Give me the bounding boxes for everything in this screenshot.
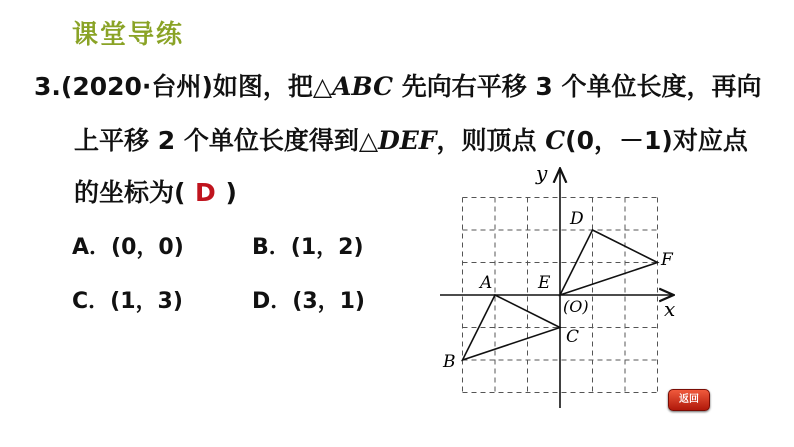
triangle-def-label: DEF — [378, 126, 437, 155]
option-letter: D． — [252, 289, 293, 314]
question-line3-b: ) — [225, 178, 237, 207]
question-line2-c: ，则顶点 — [436, 126, 546, 155]
vertex-c-coord: (0，－1) — [565, 126, 673, 155]
point-d-label: D — [570, 209, 584, 229]
question-line2-a: 上平移 — [74, 126, 158, 155]
vertex-c-label: C — [545, 126, 566, 155]
source-prefix: (2020· — [60, 72, 152, 101]
origin-label: (O) — [563, 297, 589, 316]
source-suffix: ) — [201, 72, 213, 101]
point-c-label: C — [566, 327, 580, 347]
units-up: 2 — [157, 126, 176, 155]
triangle-abc-label: ABC — [332, 72, 393, 101]
option-letter: A． — [72, 235, 112, 260]
question-text-c: 个单位长度，再向 — [552, 72, 762, 101]
point-b-label: B — [443, 352, 456, 372]
point-a-label: A — [480, 273, 493, 293]
option-letter: B． — [252, 235, 291, 260]
question-number-dot: . — [51, 72, 61, 101]
option-value: (1，3) — [110, 289, 183, 314]
x-axis-label: x — [664, 297, 676, 321]
question-line2-d: 对应点 — [672, 126, 748, 155]
units-right: 3 — [535, 72, 553, 101]
source-place: 台州 — [151, 72, 202, 101]
y-axis-label: y — [536, 161, 548, 185]
section-title: 课堂导练 — [72, 20, 185, 50]
question-text-b: 先向右平移 — [393, 72, 536, 101]
option-letter: C． — [72, 289, 111, 314]
point-f-label: F — [661, 250, 673, 270]
point-e-label: E — [538, 273, 551, 293]
back-button[interactable]: 返回 — [668, 389, 710, 411]
option-value: (1，2) — [290, 235, 364, 260]
option-value: (0，0) — [111, 235, 184, 260]
question-number: 3 — [34, 72, 52, 101]
answer-text: D — [195, 178, 216, 207]
question-line3-a: 的坐标为( — [74, 178, 186, 207]
question-line2-b: 个单位长度得到△ — [175, 126, 379, 155]
option-value: (3，1) — [292, 289, 365, 314]
question-text-a: 如图，把△ — [212, 72, 333, 101]
